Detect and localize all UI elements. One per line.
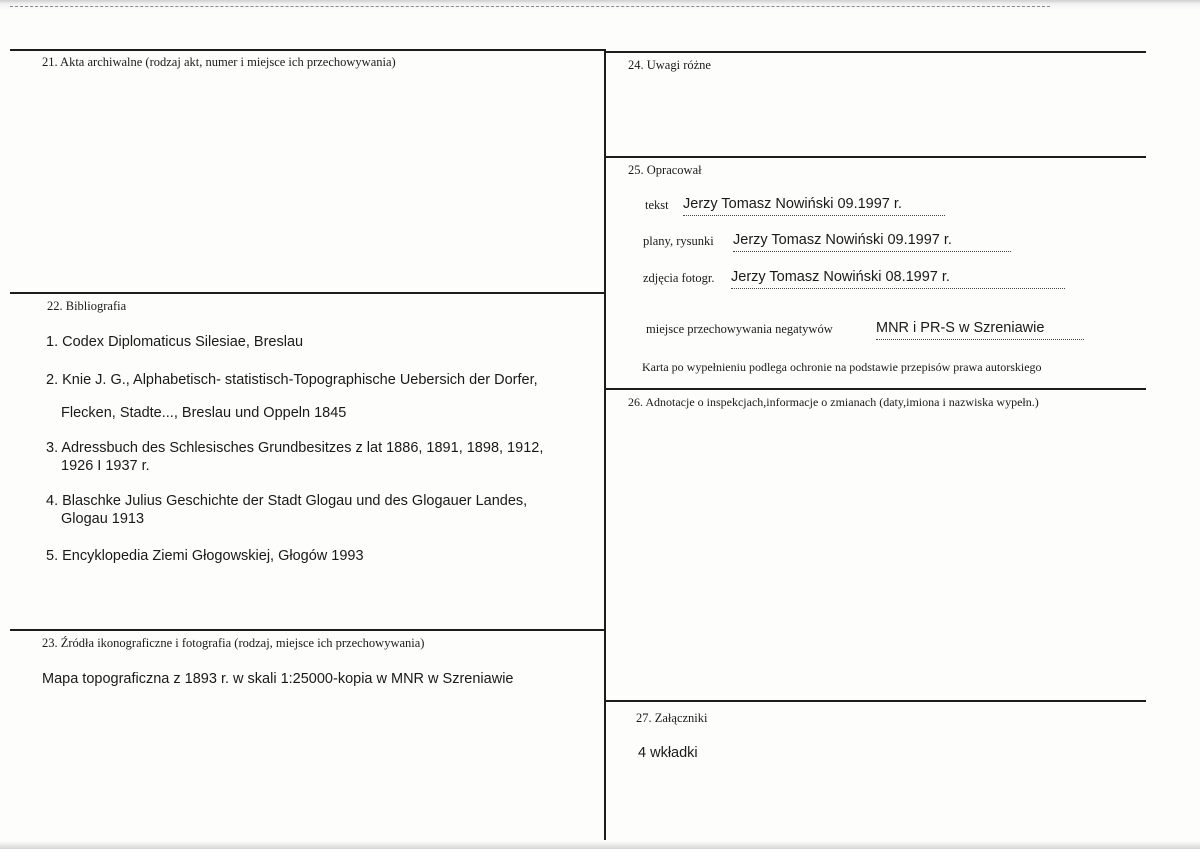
zdjecia-label: zdjęcia fotogr. bbox=[643, 271, 715, 285]
page-top-edge bbox=[0, 0, 1200, 10]
rule-top-right bbox=[604, 51, 1146, 53]
bibliography-item: 5. Encyklopedia Ziemi Głogowskiej, Głogów 1993 bbox=[46, 548, 364, 564]
negatywy-label: miejsce przechowywania negatywów bbox=[646, 322, 833, 336]
cut-line bbox=[10, 6, 1050, 7]
center-divider bbox=[604, 50, 606, 840]
page-bottom-edge bbox=[0, 841, 1200, 849]
plany-label: plany, rysunki bbox=[643, 234, 714, 248]
rule-top-left bbox=[10, 49, 606, 51]
bibliography-item: 2. Knie J. G., Alphabetisch- statistisch-Topographische Uebersich der Dorfer, bbox=[46, 372, 538, 388]
section-22-title: 22. Bibliografia bbox=[47, 299, 127, 313]
tekst-value: Jerzy Tomasz Nowiński 09.1997 r. bbox=[683, 196, 945, 216]
zdjecia-value: Jerzy Tomasz Nowiński 08.1997 r. bbox=[731, 269, 1065, 289]
bibliography-item: Flecken, Stadte..., Breslau und Oppeln 1845 bbox=[61, 405, 347, 421]
negatywy-value: MNR i PR-S w Szreniawie bbox=[876, 320, 1084, 340]
bibliography-item: 1926 I 1937 r. bbox=[61, 458, 150, 474]
section-26-title: 26. Adnotacje o inspekcjach,informacje o zmianach (daty,imiona i nazwiska wypełn.) bbox=[628, 395, 1039, 409]
copyright-note: Karta po wypełnieniu podlega ochronie na podstawie przepisów prawa autorskiego bbox=[642, 360, 1042, 374]
rule-22 bbox=[10, 292, 606, 294]
bibliography-item: 1. Codex Diplomaticus Silesiae, Breslau bbox=[46, 334, 304, 350]
bibliography-item: 4. Blaschke Julius Geschichte der Stadt Glogau und des Glogauer Landes, bbox=[46, 493, 528, 509]
plany-value: Jerzy Tomasz Nowiński 09.1997 r. bbox=[733, 232, 1011, 252]
section-21-title: 21. Akta archiwalne (rodzaj akt, numer i miejsce ich przechowywania) bbox=[42, 55, 396, 69]
tekst-label: tekst bbox=[645, 198, 669, 212]
bibliography-item: Glogau 1913 bbox=[61, 511, 145, 527]
bibliography-item: 3. Adressbuch des Schlesisches Grundbesitzes z lat 1886, 1891, 1898, 1912, bbox=[46, 440, 544, 456]
section-24-title: 24. Uwagi różne bbox=[628, 58, 711, 72]
rule-25 bbox=[604, 156, 1146, 158]
iconography-value: Mapa topograficzna z 1893 r. w skali 1:25000-kopia w MNR w Szreniawie bbox=[42, 671, 514, 687]
rule-23 bbox=[10, 629, 606, 631]
attachments-value: 4 wkładki bbox=[638, 745, 698, 761]
rule-26 bbox=[604, 388, 1146, 390]
rule-27 bbox=[604, 700, 1146, 702]
section-23-title: 23. Źródła ikonograficzne i fotografia (rodzaj, miejsce ich przechowywania) bbox=[42, 636, 425, 650]
section-25-title: 25. Opracował bbox=[628, 163, 702, 177]
section-27-title: 27. Załączniki bbox=[636, 711, 708, 725]
